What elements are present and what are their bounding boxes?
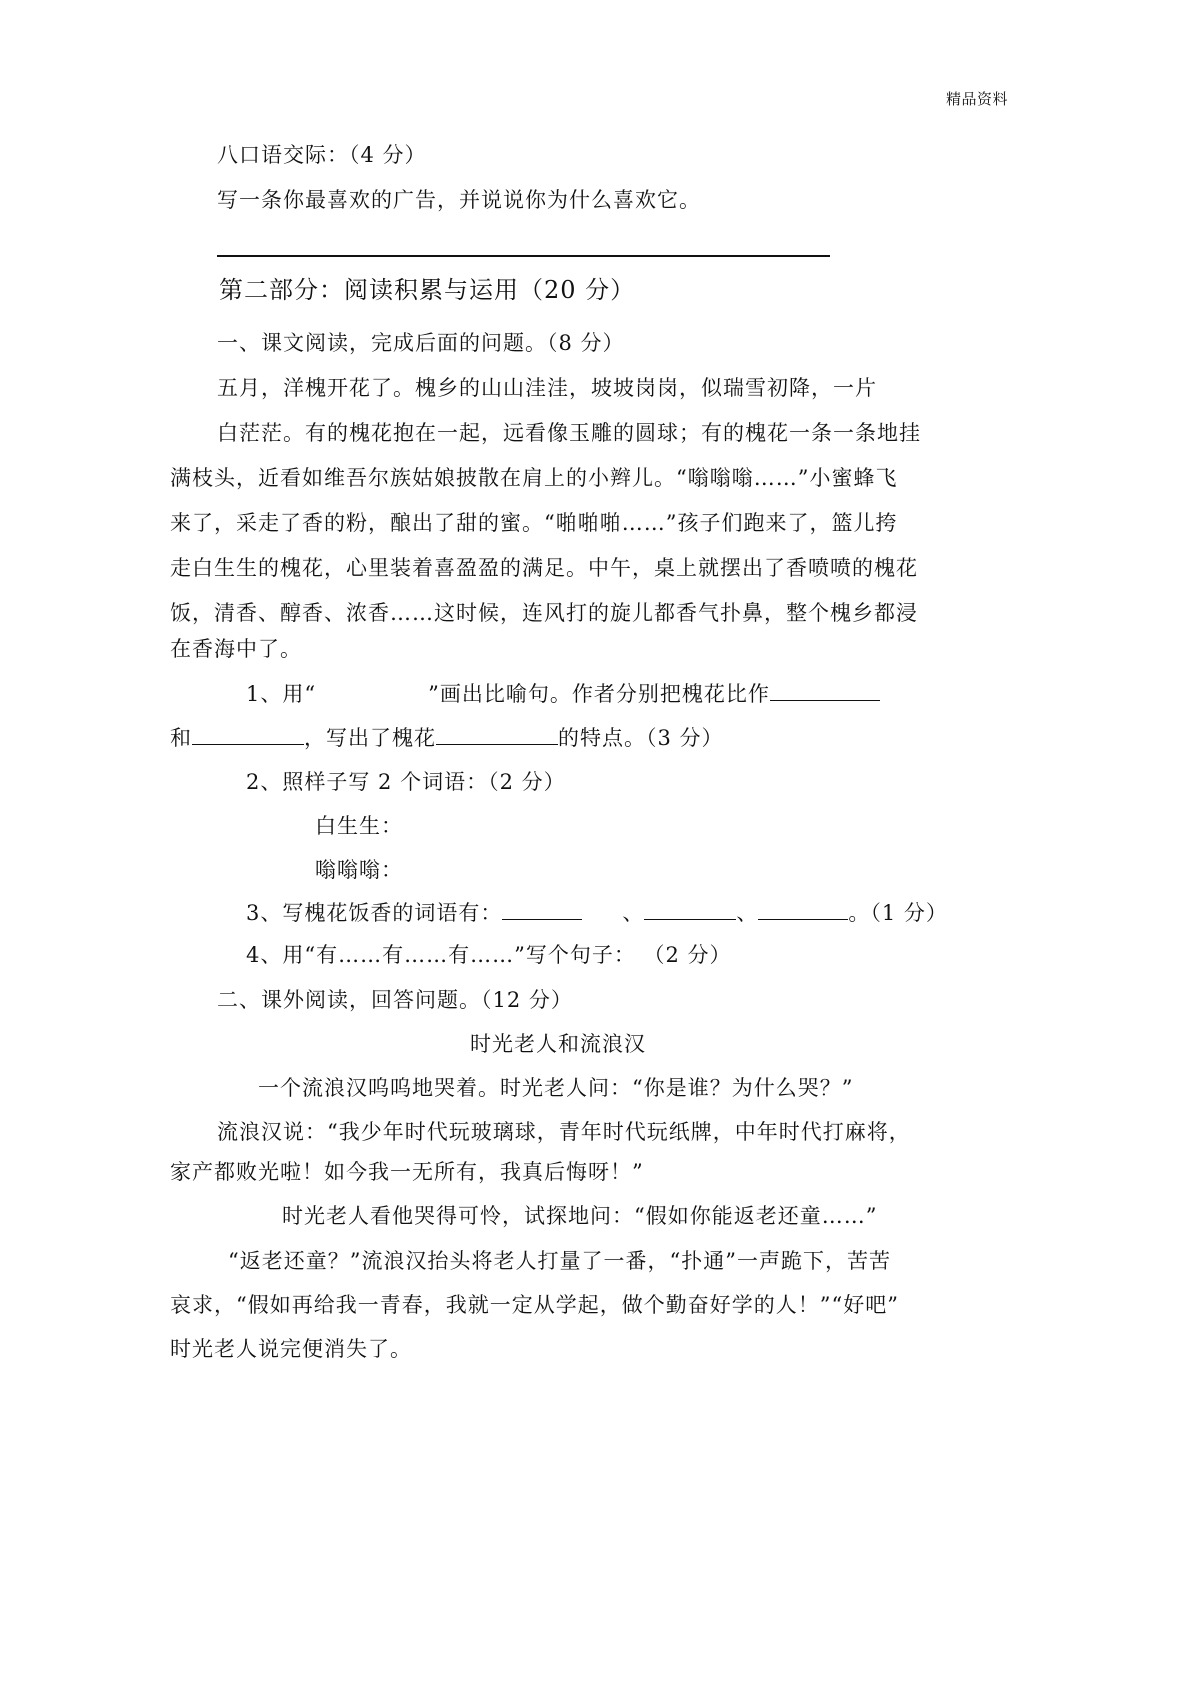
- reading1-heading: 一、课文阅读，完成后面的问题。（8 分）: [217, 331, 625, 355]
- story-line: “返老还童？”流浪汉抬头将老人打量了一番，“扑通”一声跪下，苦苦: [228, 1249, 891, 1273]
- example-word-1: 白生生：: [315, 814, 403, 838]
- example-word-2: 嗡嗡嗡：: [315, 858, 403, 882]
- passage-line: 饭，清香、醇香、浓香……这时候，连风打的旋儿都香气扑鼻，整个槐乡都浸: [170, 601, 918, 625]
- part2-title: 第二部分：阅读积累与运用（20 分）: [219, 276, 636, 304]
- q3-blank-2[interactable]: [644, 897, 736, 920]
- passage-line: 来了，采走了香的粉，酿出了甜的蜜。“啪啪啪……”孩子们跑来了，篮儿挎: [170, 511, 898, 535]
- q3-sep-1: 、: [622, 901, 645, 925]
- story-line: 时光老人说完便消失了。: [170, 1337, 412, 1361]
- q1-text-d: ，写出了槐花: [304, 726, 436, 750]
- story-line: 流浪汉说：“我少年时代玩玻璃球，青年时代玩纸牌，中年时代打麻将，: [217, 1120, 911, 1144]
- story-line: 时光老人看他哭得可怜，试探地问：“假如你能返老还童……”: [282, 1204, 878, 1228]
- question-2: 2、照样子写 2 个词语：（2 分）: [246, 770, 566, 794]
- passage-line: 满枝头，近看如维吾尔族姑娘披散在肩上的小辫儿。“嗡嗡嗡……”小蜜蜂飞: [170, 466, 898, 490]
- question-1-line-2: [170, 722, 724, 753]
- q1-text-b: ”画出比喻句。作者分别把槐花比作: [428, 682, 770, 706]
- page-header-label: 精品资料: [946, 90, 1009, 108]
- passage-line: 在香海中了。: [170, 637, 302, 661]
- question-4: 4、用“有……有……有……”写个句子： （2 分）: [246, 943, 732, 967]
- answer-line: [217, 255, 830, 257]
- q3-sep-2: 、: [736, 901, 759, 925]
- story-line: 家产都败光啦！如今我一无所有，我真后悔呀！”: [170, 1160, 644, 1184]
- q1-text-e: 的特点。（3 分）: [558, 726, 724, 750]
- question-3: [246, 897, 948, 928]
- passage-line: 五月，洋槐开花了。槐乡的山山洼洼，坡坡岗岗，似瑞雪初降，一片: [217, 376, 877, 400]
- q1-text-a: 1、用“: [246, 682, 317, 706]
- passage-line: 白茫茫。有的槐花抱在一起，远看像玉雕的圆球；有的槐花一条一条地挂: [217, 421, 921, 445]
- oral-prompt: 写一条你最喜欢的广告，并说说你为什么喜欢它。: [217, 188, 701, 212]
- q3-end: 。（1 分）: [848, 901, 948, 925]
- reading2-heading: 二、课外阅读，回答问题。（12 分）: [217, 988, 573, 1012]
- passage-line: 走白生生的槐花，心里装着喜盈盈的满足。中午，桌上就摆出了香喷喷的槐花: [170, 556, 918, 580]
- story-line: 哀求，“假如再给我一青春，我就一定从学起，做个勤奋好学的人！”“好吧”: [170, 1293, 899, 1317]
- oral-heading: 八口语交际：（4 分）: [217, 143, 427, 167]
- story-line: 一个流浪汉呜呜地哭着。时光老人问：“你是谁？为什么哭？”: [258, 1076, 854, 1100]
- question-1-line-1: [246, 678, 880, 709]
- q1-text-c: 和: [170, 726, 192, 750]
- q3-blank-3[interactable]: [758, 897, 848, 920]
- q1-blank-2[interactable]: [192, 722, 304, 745]
- story-title: 时光老人和流浪汉: [470, 1032, 646, 1056]
- q1-blank-3[interactable]: [436, 722, 558, 745]
- q3-text: 3、写槐花饭香的词语有：: [246, 901, 503, 925]
- q1-blank-1[interactable]: [770, 678, 880, 701]
- q3-blank-1[interactable]: [502, 897, 582, 920]
